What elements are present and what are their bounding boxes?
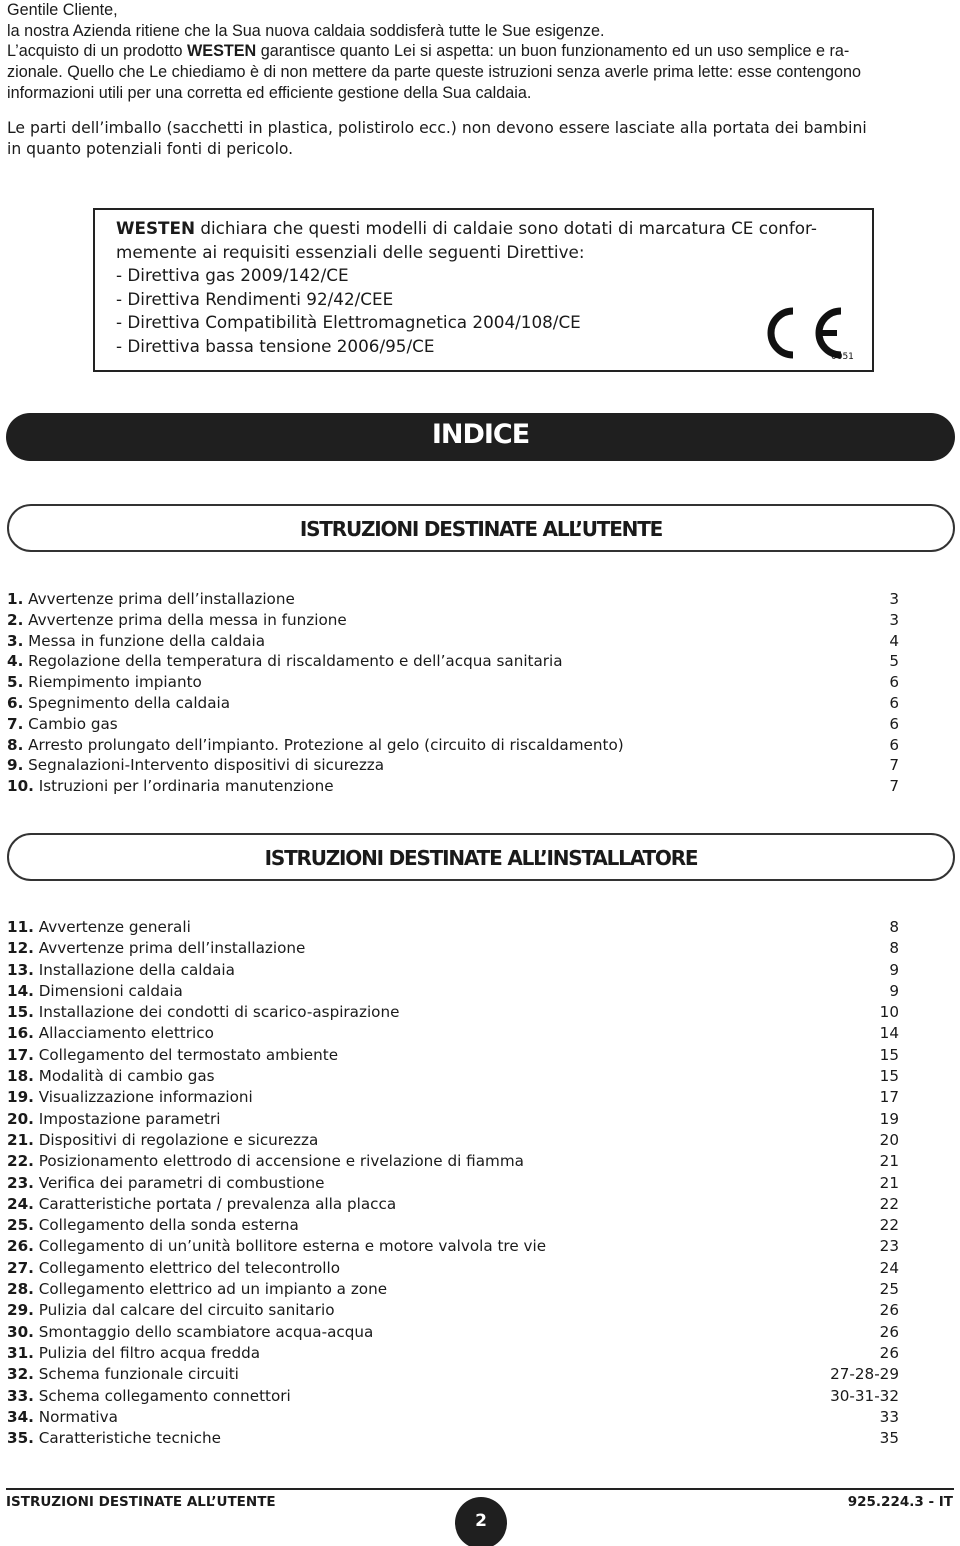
directive-item: - Direttiva bassa tensione 2006/95/CE <box>116 335 435 356</box>
index-title: INDICE <box>431 419 530 450</box>
toc-item[interactable]: 31. Pulizia del filtro acqua fredda 26 <box>7 1343 899 1364</box>
toc-page: 20 <box>879 1130 899 1149</box>
toc-page: 21 <box>879 1173 899 1192</box>
toc-page: 24 <box>879 1258 899 1277</box>
toc-item[interactable]: 20. Impostazione parametri 19 <box>7 1109 899 1130</box>
brand-name: WESTEN <box>187 42 257 61</box>
toc-page: 8 <box>889 939 899 958</box>
toc-item[interactable]: 10. Istruzioni per l’ordinaria manutenzione 7 <box>7 777 899 796</box>
toc-item[interactable]: 22. Posizionamento elettrodo di accensione e rivelazione di fiamma 21 <box>7 1151 899 1172</box>
installer-section-banner <box>7 833 955 881</box>
toc-page: 27-28-29 <box>830 1365 899 1384</box>
toc-item[interactable]: 3. Messa in funzione della caldaia 4 <box>7 631 899 650</box>
toc-page: 7 <box>889 777 899 796</box>
toc-page: 17 <box>879 1088 899 1107</box>
toc-item[interactable]: 13. Installazione della caldaia 9 <box>7 960 899 981</box>
toc-page: 15 <box>879 1067 899 1086</box>
toc-page: 26 <box>879 1343 899 1362</box>
toc-page: 26 <box>879 1301 899 1320</box>
packaging-warning: Le parti dell’imballo (sacchetti in plastica, polistirolo ecc.) non devono essere lasciate alla portata dei bambini in quanto potenziali fonti di pericolo. <box>7 118 867 158</box>
toc-item[interactable]: 14. Dimensioni caldaia 9 <box>7 981 899 1002</box>
toc-item[interactable]: 34. Normativa 33 <box>7 1407 899 1428</box>
toc-item[interactable]: 8. Arresto prolungato dell’impianto. Protezione al gelo (circuito di riscaldamento) 6 <box>7 735 899 754</box>
index-banner <box>6 413 955 461</box>
toc-page: 6 <box>889 673 899 692</box>
greeting: Gentile Cliente, <box>7 1 118 19</box>
footer-divider <box>6 1488 954 1490</box>
user-toc-list <box>7 589 899 797</box>
toc-page: 5 <box>889 652 899 671</box>
toc-page: 35 <box>879 1429 899 1448</box>
toc-item[interactable]: 26. Collegamento di un’unità bollitore esterna e motore valvola tre vie 23 <box>7 1236 899 1257</box>
toc-page: 22 <box>879 1216 899 1235</box>
toc-item[interactable]: 18. Modalità di cambio gas 15 <box>7 1066 899 1087</box>
toc-page: 15 <box>879 1045 899 1064</box>
toc-page: 10 <box>879 1003 899 1022</box>
toc-page: 33 <box>879 1407 899 1426</box>
toc-page: 4 <box>889 631 899 650</box>
ce-mark-code: 0051 <box>831 352 854 362</box>
toc-item[interactable]: 21. Dispositivi di regolazione e sicurezza 20 <box>7 1130 899 1151</box>
page-number-badge <box>455 1497 507 1546</box>
user-section-title: ISTRUZIONI DESTINATE ALL’UTENTE <box>299 517 663 541</box>
toc-item[interactable]: 4. Regolazione della temperatura di riscaldamento e dell’acqua sanitaria 5 <box>7 652 899 671</box>
intro-text <box>7 0 955 160</box>
installer-section-title: ISTRUZIONI DESTINATE ALL’INSTALLATORE <box>264 846 698 870</box>
toc-item[interactable]: 2. Avvertenze prima della messa in funzione 3 <box>7 610 899 629</box>
toc-page: 25 <box>879 1280 899 1299</box>
directive-item: - Direttiva Rendimenti 92/42/CEE <box>116 288 394 309</box>
footer-section-label: ISTRUZIONI DESTINATE ALL’UTENTE <box>6 1494 276 1510</box>
toc-item[interactable]: 16. Allacciamento elettrico 14 <box>7 1023 899 1044</box>
toc-page: 6 <box>889 735 899 754</box>
toc-item[interactable]: 19. Visualizzazione informazioni 17 <box>7 1087 899 1108</box>
toc-page: 7 <box>889 756 899 775</box>
toc-item[interactable]: 1. Avvertenze prima dell’installazione 3 <box>7 590 899 608</box>
intro-line: zionale. Quello che Le chiediamo è di non mettere da parte queste istruzioni senza averle prima lette: esse contengono <box>7 63 861 82</box>
directive-item: - Direttiva gas 2009/142/CE <box>116 265 349 286</box>
toc-page: 6 <box>889 714 899 733</box>
toc-item[interactable]: 28. Collegamento elettrico ad un impianto a zone 25 <box>7 1279 899 1300</box>
toc-item[interactable]: 5. Riempimento impianto 6 <box>7 673 899 692</box>
intro-line: la nostra Azienda ritiene che la Sua nuova caldaia soddisferà tutte le Sue esigenze. <box>7 21 605 40</box>
toc-page: 3 <box>889 610 899 629</box>
document-code: 925.224.3 - IT <box>847 1494 953 1510</box>
toc-item[interactable]: 11. Avvertenze generali 8 <box>7 917 899 938</box>
toc-page: 8 <box>889 918 899 936</box>
toc-item[interactable]: 9. Segnalazioni-Intervento dispositivi di sicurezza 7 <box>7 756 899 775</box>
page-number: 2 <box>475 1511 487 1531</box>
toc-item[interactable]: 24. Caratteristiche portata / prevalenza alla placca 22 <box>7 1194 899 1215</box>
toc-item[interactable]: 29. Pulizia dal calcare del circuito sanitario 26 <box>7 1300 899 1321</box>
user-section-banner <box>7 504 955 552</box>
toc-item[interactable]: 30. Smontaggio dello scambiatore acqua-acqua 26 <box>7 1322 899 1343</box>
toc-page: 21 <box>879 1152 899 1171</box>
toc-page: 14 <box>879 1024 899 1043</box>
toc-page: 26 <box>879 1322 899 1341</box>
ce-mark-icon <box>757 306 867 366</box>
directive-item: - Direttiva Compatibilità Elettromagnetica 2004/108/CE <box>116 312 581 333</box>
toc-item[interactable]: 33. Schema collegamento connettori 30-31-32 <box>7 1386 899 1407</box>
toc-item[interactable]: 15. Installazione dei condotti di scarico-aspirazione 10 <box>7 1002 899 1023</box>
intro-line: L’acquisto di un prodotto WESTEN garantisce quanto Lei si aspetta: un buon funzionamento ed un uso semplice e ra- <box>7 42 850 61</box>
toc-item[interactable]: 6. Spegnimento della caldaia 6 <box>7 693 899 712</box>
toc-page: 30-31-32 <box>830 1386 899 1405</box>
brand-name: WESTEN <box>116 218 196 238</box>
toc-item[interactable]: 35. Caratteristiche tecniche 35 <box>7 1428 899 1449</box>
ce-declaration-text: WESTEN dichiara che questi modelli di caldaie sono dotati di marcatura CE confor- memente ai requisiti essenziali delle seguenti Direttive: - Direttiva gas 2009/142/CE - Direttiva Rendimenti 92/42/CEE - Direttiva Compatibilità Elettromagnetica 2004/108/CE - Direttiva bassa tensione 2006/95/CE <box>116 217 836 359</box>
toc-item[interactable]: 7. Cambio gas 6 <box>7 714 899 733</box>
toc-item[interactable]: 23. Verifica dei parametri di combustione 21 <box>7 1173 899 1194</box>
toc-page: 23 <box>879 1237 899 1256</box>
ce-declaration-box <box>93 208 874 372</box>
toc-item[interactable]: 12. Avvertenze prima dell’installazione 8 <box>7 938 899 959</box>
toc-item[interactable]: 32. Schema funzionale circuiti 27-28-29 <box>7 1364 899 1385</box>
installer-toc-list <box>7 917 899 1449</box>
toc-item[interactable]: 27. Collegamento elettrico del telecontrollo 24 <box>7 1258 899 1279</box>
toc-item[interactable]: 25. Collegamento della sonda esterna 22 <box>7 1215 899 1236</box>
toc-page: 6 <box>889 693 899 712</box>
toc-page: 22 <box>879 1194 899 1213</box>
intro-line: informazioni utili per una corretta ed efficiente gestione della Sua caldaia. <box>7 83 532 102</box>
toc-page: 9 <box>889 960 899 979</box>
toc-item[interactable]: 17. Collegamento del termostato ambiente 15 <box>7 1045 899 1066</box>
toc-page: 9 <box>889 981 899 1000</box>
toc-page: 3 <box>889 590 899 608</box>
toc-page: 19 <box>879 1109 899 1128</box>
